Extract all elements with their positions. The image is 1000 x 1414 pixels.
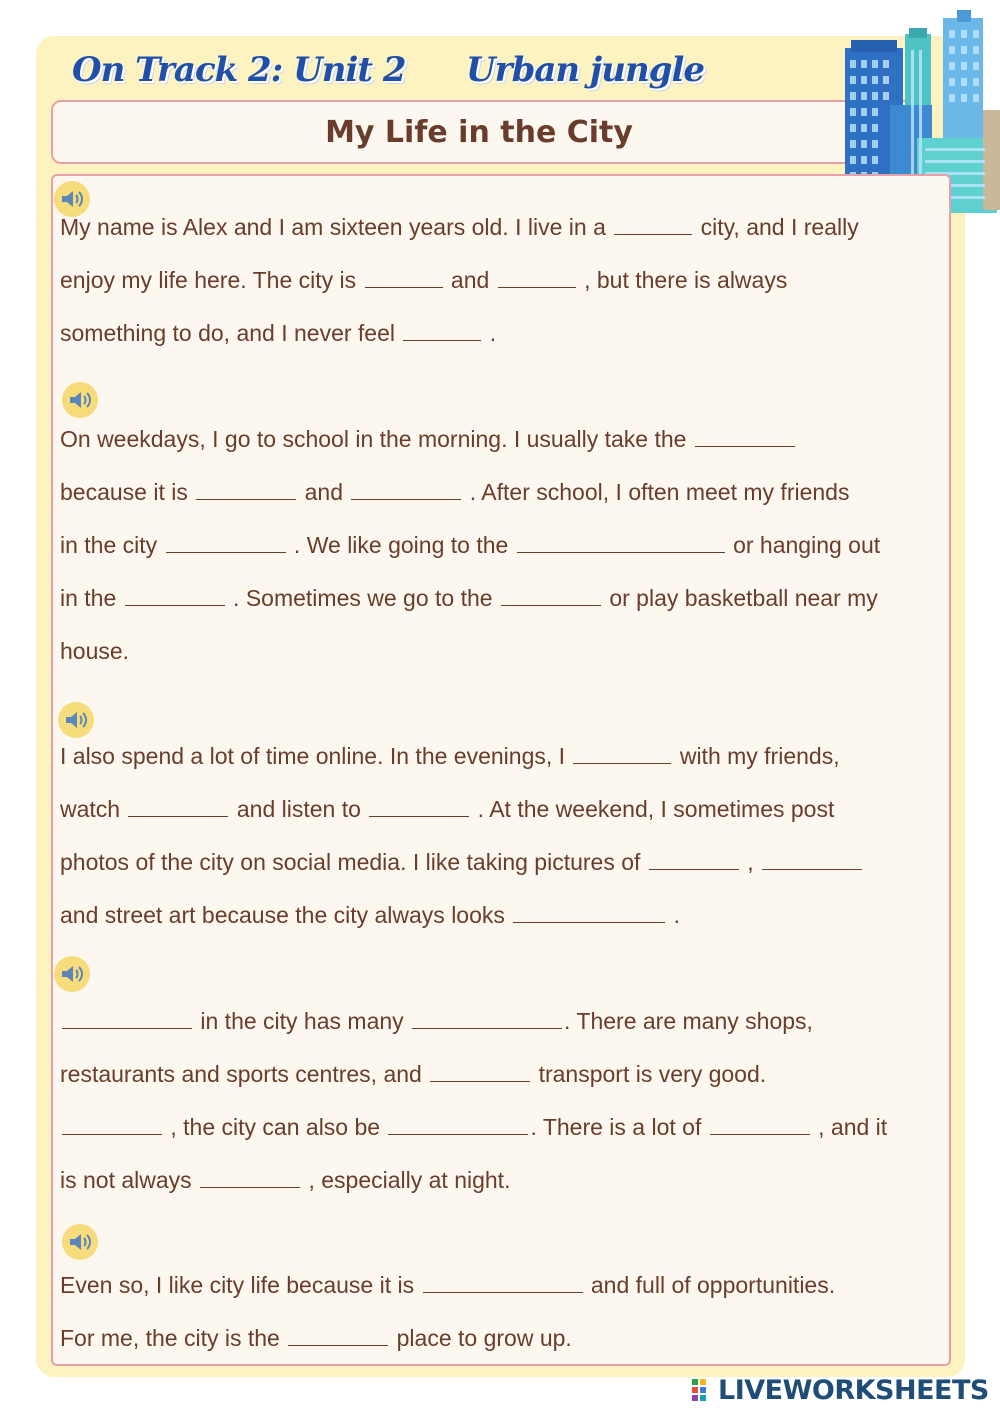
text-segment: , especially at night.	[302, 1167, 511, 1193]
answer-blank[interactable]	[517, 532, 725, 553]
answer-blank[interactable]	[196, 479, 296, 500]
passage-line	[60, 1061, 766, 1088]
text-segment: and street art because the city always looks	[60, 902, 512, 928]
answer-blank[interactable]	[62, 1114, 162, 1135]
text-segment: ,	[740, 849, 760, 875]
answer-blank[interactable]	[365, 267, 443, 288]
text-segment: watch	[60, 796, 127, 822]
text-segment: because it is	[60, 479, 195, 505]
text-segment: .	[667, 902, 681, 928]
text-segment: is not always	[60, 1167, 199, 1193]
passage-line	[60, 1008, 813, 1035]
text-segment: I also spend a lot of time online. In the evenings, I	[60, 743, 572, 769]
answer-blank[interactable]	[288, 1325, 388, 1346]
answer-blank[interactable]	[166, 532, 286, 553]
text-segment: with my friends,	[673, 743, 840, 769]
text-segment: .	[483, 320, 497, 346]
speaker-icon	[60, 188, 84, 210]
text-segment: and	[444, 267, 496, 293]
passage-line	[60, 743, 840, 770]
passage-line	[60, 849, 864, 876]
text-segment: , the city can also be	[164, 1114, 387, 1140]
passage-line	[60, 479, 849, 506]
answer-blank[interactable]	[498, 267, 576, 288]
text-segment: house.	[60, 638, 130, 664]
text-segment: enjoy my life here. The city is	[60, 267, 363, 293]
text-segment: in the city has many	[194, 1008, 411, 1034]
text-segment: On weekdays, I go to school in the morning. I usually take the	[60, 426, 693, 452]
title-box	[51, 100, 929, 164]
text-segment: place to grow up.	[390, 1325, 572, 1351]
answer-blank[interactable]	[614, 214, 692, 235]
passage-line	[60, 267, 787, 294]
passage-line	[60, 585, 878, 612]
answer-blank[interactable]	[412, 1008, 562, 1029]
answer-blank[interactable]	[513, 902, 665, 923]
speaker-icon	[68, 389, 92, 411]
passage-line	[60, 902, 680, 929]
answer-blank[interactable]	[573, 743, 671, 764]
answer-blank[interactable]	[388, 1114, 528, 1135]
passage-line	[60, 1167, 510, 1194]
topic-heading: Urban jungle	[466, 50, 704, 90]
text-segment: For me, the city is the	[60, 1325, 287, 1351]
text-segment: photos of the city on social media. I like taking pictures of	[60, 849, 647, 875]
answer-blank[interactable]	[423, 1272, 583, 1293]
answer-blank[interactable]	[695, 426, 795, 447]
page-title: My Life in the City	[325, 114, 633, 150]
passage-line	[60, 638, 129, 665]
text-segment: , but there is always	[577, 267, 788, 293]
text-segment: , and it	[811, 1114, 888, 1140]
speaker-icon	[68, 1231, 92, 1253]
answer-blank[interactable]	[403, 320, 481, 341]
text-segment: Even so, I like city life because it is	[60, 1272, 421, 1298]
text-segment: . At the weekend, I sometimes post	[471, 796, 835, 822]
liveworksheets-mark-icon	[692, 1377, 714, 1403]
text-segment: in the city	[60, 532, 164, 558]
text-segment: and	[298, 479, 350, 505]
audio-play-button-5[interactable]	[62, 1224, 98, 1260]
text-segment: . There are many shops,	[564, 1008, 813, 1034]
text-segment: and listen to	[230, 796, 368, 822]
audio-play-button-1[interactable]	[54, 181, 90, 217]
answer-blank[interactable]	[369, 796, 469, 817]
answer-blank[interactable]	[200, 1167, 300, 1188]
passage-line	[60, 1325, 572, 1352]
passage-line	[60, 426, 797, 453]
answer-blank[interactable]	[62, 1008, 192, 1029]
text-segment: . We like going to the	[287, 532, 515, 558]
text-segment: . Sometimes we go to the	[226, 585, 499, 611]
answer-blank[interactable]	[128, 796, 228, 817]
passage-line	[60, 320, 496, 347]
answer-blank[interactable]	[125, 585, 225, 606]
audio-play-button-4[interactable]	[54, 956, 90, 992]
answer-blank[interactable]	[501, 585, 601, 606]
text-segment: in the	[60, 585, 123, 611]
brand-name: LIVEWORKSHEETS	[718, 1374, 989, 1406]
text-segment: My name is Alex and I am sixteen years old. I live in a	[60, 214, 613, 240]
text-segment: something to do, and I never feel	[60, 320, 402, 346]
liveworksheets-logo[interactable]	[692, 1374, 989, 1406]
answer-blank[interactable]	[351, 479, 461, 500]
text-segment: . There is a lot of	[530, 1114, 708, 1140]
passage-line	[60, 532, 880, 559]
answer-blank[interactable]	[710, 1114, 810, 1135]
passage-line	[60, 214, 859, 241]
text-segment: restaurants and sports centres, and	[60, 1061, 429, 1087]
text-segment: . After school, I often meet my friends	[463, 479, 850, 505]
speaker-icon	[60, 963, 84, 985]
answer-blank[interactable]	[762, 849, 862, 870]
text-segment: transport is very good.	[532, 1061, 767, 1087]
speaker-icon	[64, 709, 88, 731]
text-segment: city, and I really	[694, 214, 859, 240]
text-segment: or hanging out	[726, 532, 881, 558]
passage-line	[60, 796, 834, 823]
answer-blank[interactable]	[430, 1061, 530, 1082]
text-segment: and full of opportunities.	[584, 1272, 836, 1298]
passage-line	[60, 1114, 887, 1141]
unit-heading: On Track 2: Unit 2	[72, 50, 406, 90]
passage-line	[60, 1272, 835, 1299]
text-segment: or play basketball near my	[602, 585, 878, 611]
audio-play-button-3[interactable]	[58, 702, 94, 738]
audio-play-button-2[interactable]	[62, 382, 98, 418]
answer-blank[interactable]	[649, 849, 739, 870]
